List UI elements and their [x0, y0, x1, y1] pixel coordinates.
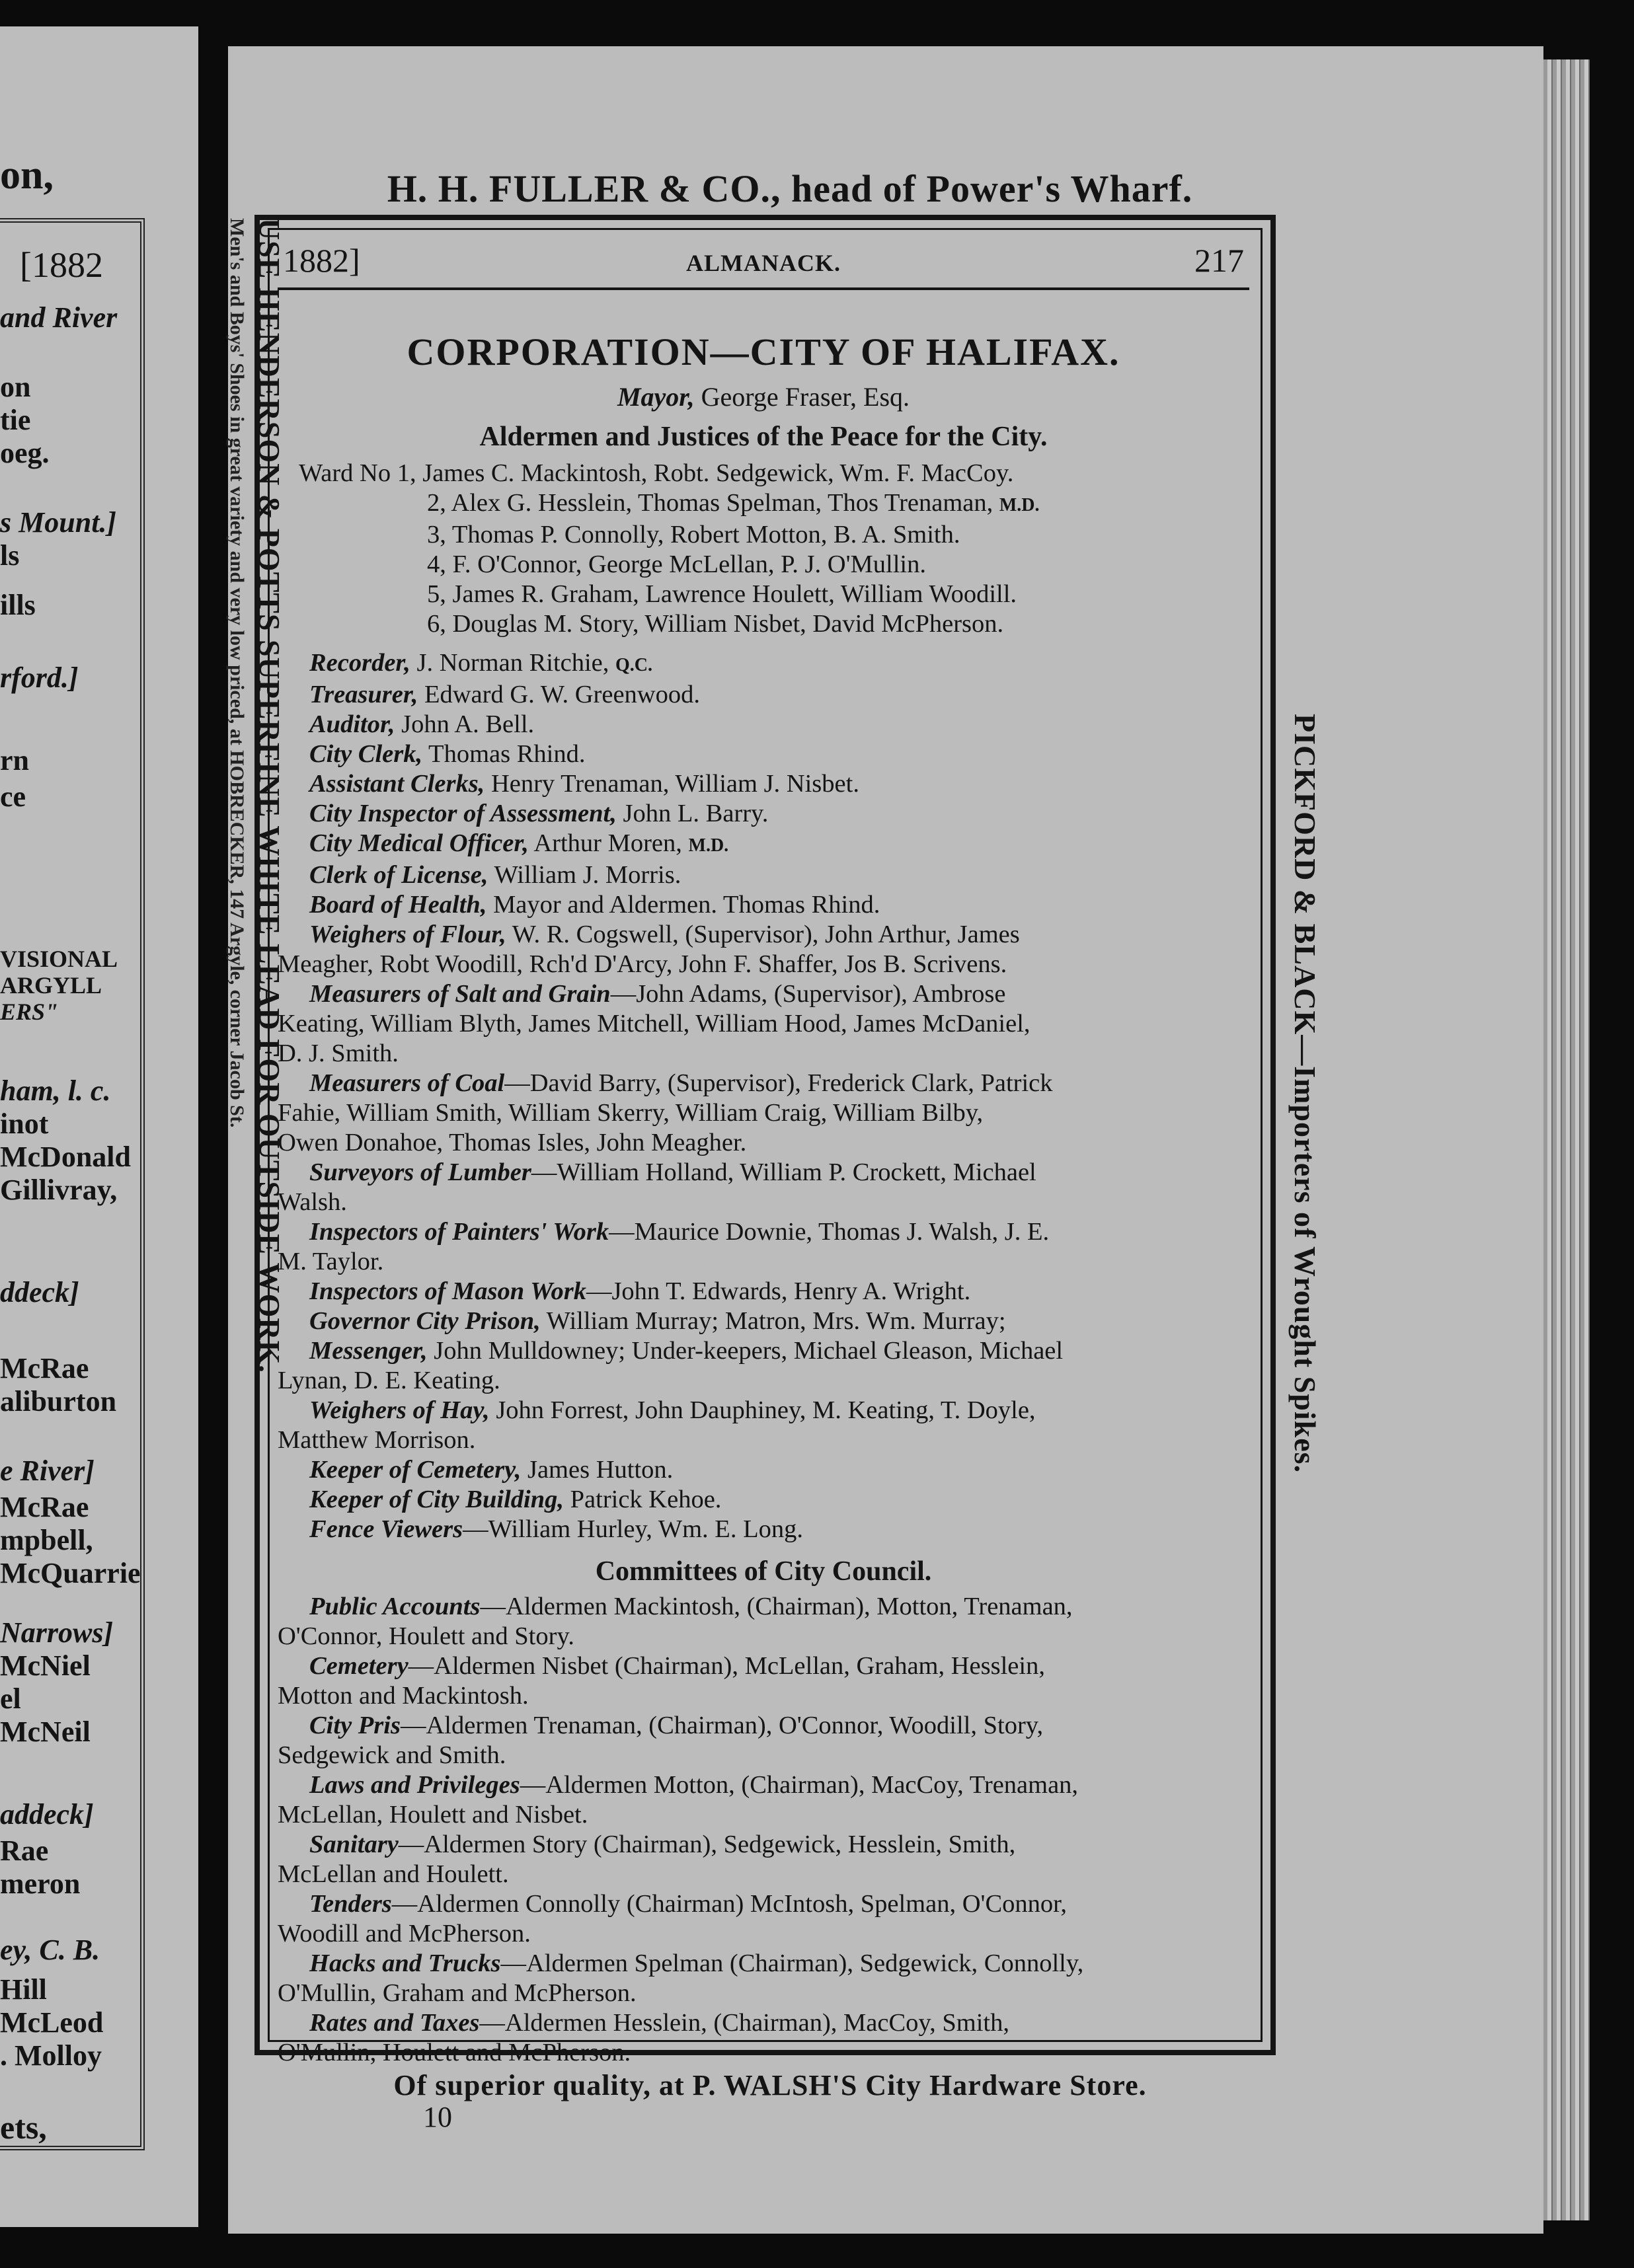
official-entry	[278, 1396, 1249, 1425]
official-entry-label: Fence Viewers	[309, 1515, 463, 1543]
official-entry-label: City Medical Officer,	[309, 829, 529, 857]
left-page-fragment: Gillivray,	[0, 1174, 118, 1206]
official-entry	[278, 1425, 1249, 1455]
committees-list	[278, 1592, 1249, 2068]
left-page-fragment: aliburton	[0, 1385, 117, 1418]
left-page-fragment: on	[0, 371, 31, 403]
ward-number: 5,	[427, 580, 446, 608]
left-page-fragment: el	[0, 1682, 21, 1715]
official-entry-suffix: Q.C.	[615, 655, 653, 675]
official-entry	[278, 1277, 1249, 1306]
official-entry-text: John Forrest, John Dauphiney, M. Keating, T. Doyle,	[496, 1396, 1036, 1424]
left-page-fragment: ddeck]	[0, 1276, 79, 1308]
ward-row	[299, 459, 1249, 488]
official-entry	[278, 1247, 1249, 1277]
official-entry-text: Keating, William Blyth, James Mitchell, William Hood, James McDaniel,	[278, 1010, 1031, 1038]
official-entry-text: Edward G. W. Greenwood.	[424, 681, 700, 708]
left-page-fragment: Narrows]	[0, 1616, 114, 1649]
official-entry-text: Owen Donahoe, Thomas Isles, John Meagher.	[278, 1129, 747, 1156]
official-entry-label: Messenger,	[309, 1337, 428, 1365]
official-entry-text: Fahie, William Smith, William Skerry, William Craig, William Bilby,	[278, 1099, 984, 1127]
left-page-fragment: oeg.	[0, 437, 50, 469]
running-head-year: 1882]	[283, 242, 360, 279]
committee-entry	[278, 1889, 1249, 1919]
left-page-fragment: VISIONAL	[0, 946, 118, 972]
committee-entry-label: Sanitary	[309, 1831, 399, 1858]
running-head-title: ALMANACK.	[686, 250, 841, 276]
previous-page-fragment	[0, 26, 198, 2227]
official-entry	[278, 1455, 1249, 1485]
official-entry	[278, 1306, 1249, 1336]
left-margin-small-advertisement: Men's and Boys' Shoes in great variety and very low priced, at HOBRECKER, 147 Argyle, corner Jacob St.	[226, 218, 248, 1128]
left-page-fragment: ARGYLL	[0, 972, 102, 999]
official-entry	[278, 1009, 1249, 1039]
top-advertisement: H. H. FULLER & CO., head of Power's Wharf.	[387, 167, 1193, 210]
ward-row	[299, 609, 1249, 639]
left-page-fragment: McQuarrie	[0, 1557, 141, 1589]
official-entry-label: Board of Health,	[309, 891, 487, 919]
official-entry-text: M. Taylor.	[278, 1248, 384, 1275]
committee-entry-text: McLellan, Houlett and Nisbet.	[278, 1801, 588, 1829]
official-entry	[278, 920, 1249, 950]
aldermen-heading: Aldermen and Justices of the Peace for the City.	[479, 422, 1048, 452]
committee-entry-label: Rates and Taxes	[309, 2009, 480, 2037]
ward-aldermen: Douglas M. Story, William Nisbet, David McPherson.	[452, 610, 1004, 638]
left-page-fragment: McNeil	[0, 1716, 91, 1748]
committee-entry-text: Woodill and McPherson.	[278, 1920, 531, 1947]
committee-entry-text: Sedgewick and Smith.	[278, 1741, 506, 1769]
official-entry-text: Thomas Rhind.	[428, 740, 586, 768]
left-page-year: [1882	[20, 245, 103, 285]
left-page-fragment: addeck]	[0, 1798, 94, 1831]
ward-aldermen: James R. Graham, Lawrence Houlett, William Woodill.	[452, 580, 1017, 608]
left-page-fragment: inot	[0, 1108, 49, 1140]
committee-entry-text: —Aldermen Spelman (Chairman), Sedgewick, Connolly,	[500, 1949, 1084, 1977]
left-page-fragment: Hill	[0, 1973, 47, 2006]
official-entry-label: Governor City Prison,	[309, 1307, 541, 1335]
official-entry-text: William Murray; Matron, Mrs. Wm. Murray;	[546, 1307, 1006, 1335]
left-page-fragment: tie	[0, 404, 31, 436]
official-entry-text: —William Holland, William P. Crockett, Michael	[531, 1158, 1036, 1186]
committee-entry	[278, 1770, 1249, 1800]
official-entry-text: —Maurice Downie, Thomas J. Walsh, J. E.	[609, 1218, 1050, 1246]
official-entry-label: Assistant Clerks,	[309, 770, 485, 798]
left-page-fragment: rford.]	[0, 662, 79, 694]
official-entry-text: William J. Morris.	[494, 861, 681, 889]
left-page-fragment: rn	[0, 744, 29, 776]
officials-list	[278, 648, 1249, 1544]
committees-heading: Committees of City Council.	[595, 1556, 932, 1587]
committee-entry-label: Hacks and Trucks	[309, 1949, 501, 1977]
ward-aldermen: Alex G. Hesslein, Thomas Spelman, Thos Trenaman,	[451, 489, 993, 517]
official-entry-text: W. R. Cogswell, (Supervisor), John Arthur, James	[512, 921, 1020, 948]
official-entry-text: J. Norman Ritchie,	[416, 649, 609, 677]
left-page-top-word: on,	[0, 153, 54, 198]
page-content	[278, 241, 1249, 2066]
official-entry-label: Weighers of Flour,	[309, 921, 506, 948]
left-page-fragment: ham, l. c.	[0, 1075, 111, 1107]
committee-entry-text: —Aldermen Mackintosh, (Chairman), Motton, Trenaman,	[480, 1593, 1073, 1620]
running-head	[278, 241, 1249, 290]
ward-number: 6,	[427, 610, 446, 638]
official-entry-label: Measurers of Salt and Grain	[309, 980, 611, 1008]
committee-entry-text: McLellan and Houlett.	[278, 1860, 509, 1888]
committee-entry	[278, 1979, 1249, 2008]
committee-entry-label: City Pris	[309, 1712, 401, 1739]
committee-entry	[278, 1830, 1249, 1860]
official-entry	[278, 739, 1249, 769]
official-entry	[278, 1366, 1249, 1396]
official-entry	[278, 1128, 1249, 1158]
left-page-fragment: ey, C. B.	[0, 1934, 100, 1966]
left-page-fragment: . Molloy	[0, 2039, 102, 2072]
official-entry	[278, 1336, 1249, 1366]
official-entry-text: Walsh.	[278, 1188, 347, 1216]
official-entry	[278, 710, 1249, 739]
committee-entry	[278, 1741, 1249, 1770]
committee-entry-text: —Aldermen Nisbet (Chairman), McLellan, Graham, Hesslein,	[408, 1652, 1045, 1680]
ward-number: 3,	[427, 521, 446, 548]
left-page-fragment: Rae	[0, 1834, 49, 1867]
committee-entry-text: O'Connor, Houlett and Story.	[278, 1622, 574, 1650]
official-entry-text: Meagher, Robt Woodill, Rch'd D'Arcy, John F. Shaffer, Jos B. Scrivens.	[278, 950, 1007, 978]
official-entry	[278, 1515, 1249, 1544]
official-entry	[278, 648, 1249, 680]
official-entry-text: Mayor and Aldermen. Thomas Rhind.	[493, 891, 880, 919]
page-signature-mark: 10	[423, 2101, 452, 2133]
left-page-fragment: McRae	[0, 1491, 89, 1523]
committee-entry-label: Laws and Privileges	[309, 1771, 520, 1799]
committee-entry-text: —Aldermen Connolly (Chairman) McIntosh, Spelman, O'Connor,	[391, 1890, 1068, 1918]
official-entry-label: Treasurer,	[309, 681, 418, 708]
committee-entry-text: —Aldermen Motton, (Chairman), MacCoy, Trenaman,	[520, 1771, 1079, 1799]
ward-aldermen: F. O'Connor, George McLellan, P. J. O'Mullin.	[452, 550, 926, 578]
official-entry-text: —John T. Edwards, Henry A. Wright.	[586, 1277, 971, 1305]
committee-entry	[278, 1622, 1249, 1651]
official-entry-suffix: M.D.	[688, 835, 729, 856]
committee-entry	[278, 1651, 1249, 1681]
committee-entry	[278, 2038, 1249, 2068]
page-edges	[1543, 59, 1590, 2220]
committee-entry-text: Motton and Mackintosh.	[278, 1682, 529, 1710]
official-entry-text: —John Adams, (Supervisor), Ambrose	[610, 980, 1006, 1008]
committee-entry-text: —Aldermen Story (Chairman), Sedgewick, Hesslein, Smith,	[398, 1831, 1016, 1858]
page-title: CORPORATION—CITY OF HALIFAX.	[407, 330, 1120, 373]
official-entry	[278, 860, 1249, 890]
left-page-fragment: and River	[0, 301, 118, 334]
page-number: 217	[1194, 242, 1244, 279]
official-entry	[278, 1098, 1249, 1128]
committee-entry	[278, 1711, 1249, 1741]
official-entry-label: Weighers of Hay,	[309, 1396, 490, 1424]
official-entry-label: Keeper of Cemetery,	[309, 1456, 522, 1484]
left-page-fragment: McLeod	[0, 2006, 104, 2039]
ward-row	[299, 520, 1249, 550]
left-page-bottom-word: ets,	[0, 2109, 47, 2146]
official-entry-label: City Clerk,	[309, 740, 423, 768]
official-entry-label: City Inspector of Assessment,	[309, 800, 617, 827]
official-entry-text: —William Hurley, Wm. E. Long.	[463, 1515, 803, 1543]
committee-entry-text: O'Mullin, Houlett and McPherson.	[278, 2039, 631, 2066]
left-page-fragment: ERS"	[0, 999, 59, 1025]
official-entry-label: Inspectors of Mason Work	[309, 1277, 586, 1305]
official-entry	[278, 799, 1249, 829]
official-entry-text: John A. Bell.	[401, 710, 535, 738]
left-page-fragment: McRae	[0, 1352, 89, 1384]
official-entry	[278, 1039, 1249, 1069]
bottom-advertisement: Of superior quality, at P. WALSH'S City Hardware Store.	[393, 2069, 1147, 2101]
ward-row	[299, 550, 1249, 580]
committee-entry	[278, 1919, 1249, 1949]
official-entry-label: Recorder,	[309, 649, 410, 677]
left-page-fragment: ls	[0, 539, 20, 572]
committee-entry-text: O'Mullin, Graham and McPherson.	[278, 1979, 637, 2007]
left-page-fragment: mpbell,	[0, 1524, 93, 1556]
left-page-fragment: ills	[0, 589, 36, 621]
mayor-label: Mayor,	[617, 382, 695, 412]
committee-entry-label: Cemetery	[309, 1652, 408, 1680]
official-entry-label: Surveyors of Lumber	[309, 1158, 531, 1186]
committee-entry	[278, 1681, 1249, 1711]
committee-entry	[278, 1592, 1249, 1622]
right-margin-advertisement: PICKFORD & BLACK—Importers of Wrought Spikes.	[1288, 714, 1322, 1474]
official-entry-text: Matthew Morrison.	[278, 1426, 476, 1454]
official-entry-label: Inspectors of Painters' Work	[309, 1218, 609, 1246]
committee-entry-label: Tenders	[309, 1890, 392, 1918]
left-page-fragment: meron	[0, 1868, 81, 1900]
official-entry	[278, 950, 1249, 979]
ward-aldermen: James C. Mackintosh, Robt. Sedgewick, Wm. F. MacCoy.	[422, 459, 1014, 487]
official-entry	[278, 1217, 1249, 1247]
official-entry	[278, 829, 1249, 860]
mayor-name: George Fraser, Esq.	[701, 382, 910, 412]
left-page-fragment: e River]	[0, 1455, 95, 1487]
mayor-line	[278, 381, 1249, 414]
ward-aldermen: Thomas P. Connolly, Robert Motton, B. A. Smith.	[451, 521, 960, 548]
left-page-fragment: s Mount.]	[0, 506, 117, 539]
left-margin-advertisement: USE HENDERSON & POTTS SUPERFINE WHITE LEAD FOR OUTSIDE WORK.	[253, 218, 286, 1373]
ward-row	[299, 580, 1249, 609]
left-page-fragment: McDonald	[0, 1141, 131, 1173]
official-entry-text: Henry Trenaman, William J. Nisbet.	[490, 770, 859, 798]
committee-entry-label: Public Accounts	[309, 1593, 481, 1620]
committee-entry	[278, 2008, 1249, 2038]
official-entry-text: John L. Barry.	[623, 800, 769, 827]
official-entry-label: Measurers of Coal	[309, 1069, 505, 1097]
left-page-fragment: McNiel	[0, 1649, 91, 1682]
ward-number: 2,	[427, 489, 446, 517]
official-entry-text: John Mulldowney; Under-keepers, Michael Gleason, Michael	[434, 1337, 1064, 1365]
official-entry	[278, 890, 1249, 920]
official-entry	[278, 1188, 1249, 1217]
official-entry	[278, 1158, 1249, 1188]
wards-list	[278, 459, 1249, 639]
ward-number: Ward No 1,	[299, 459, 416, 487]
committee-entry	[278, 1949, 1249, 1979]
ward-number: 4,	[427, 550, 446, 578]
official-entry	[278, 1485, 1249, 1515]
left-page-fragment: ce	[0, 780, 26, 813]
ward-row	[299, 488, 1249, 520]
ward-suffix: M.D.	[999, 495, 1040, 515]
official-entry-label: Auditor,	[309, 710, 395, 738]
committee-entry-text: —Aldermen Hesslein, (Chairman), MacCoy, Smith,	[479, 2009, 1010, 2037]
official-entry-text: —David Barry, (Supervisor), Frederick Clark, Patrick	[504, 1069, 1053, 1097]
committee-entry-text: —Aldermen Trenaman, (Chairman), O'Connor, Woodill, Story,	[400, 1712, 1044, 1739]
official-entry-text: Patrick Kehoe.	[570, 1486, 722, 1513]
committee-entry	[278, 1800, 1249, 1830]
committee-entry	[278, 1860, 1249, 1889]
official-entry	[278, 1069, 1249, 1098]
official-entry-text: Arthur Moren,	[533, 829, 682, 857]
official-entry-label: Keeper of City Building,	[309, 1486, 564, 1513]
official-entry-text: Lynan, D. E. Keating.	[278, 1367, 500, 1394]
official-entry	[278, 979, 1249, 1009]
official-entry	[278, 769, 1249, 799]
official-entry-text: James Hutton.	[527, 1456, 674, 1484]
official-entry-label: Clerk of License,	[309, 861, 488, 889]
official-entry	[278, 680, 1249, 710]
official-entry-text: D. J. Smith.	[278, 1040, 399, 1067]
